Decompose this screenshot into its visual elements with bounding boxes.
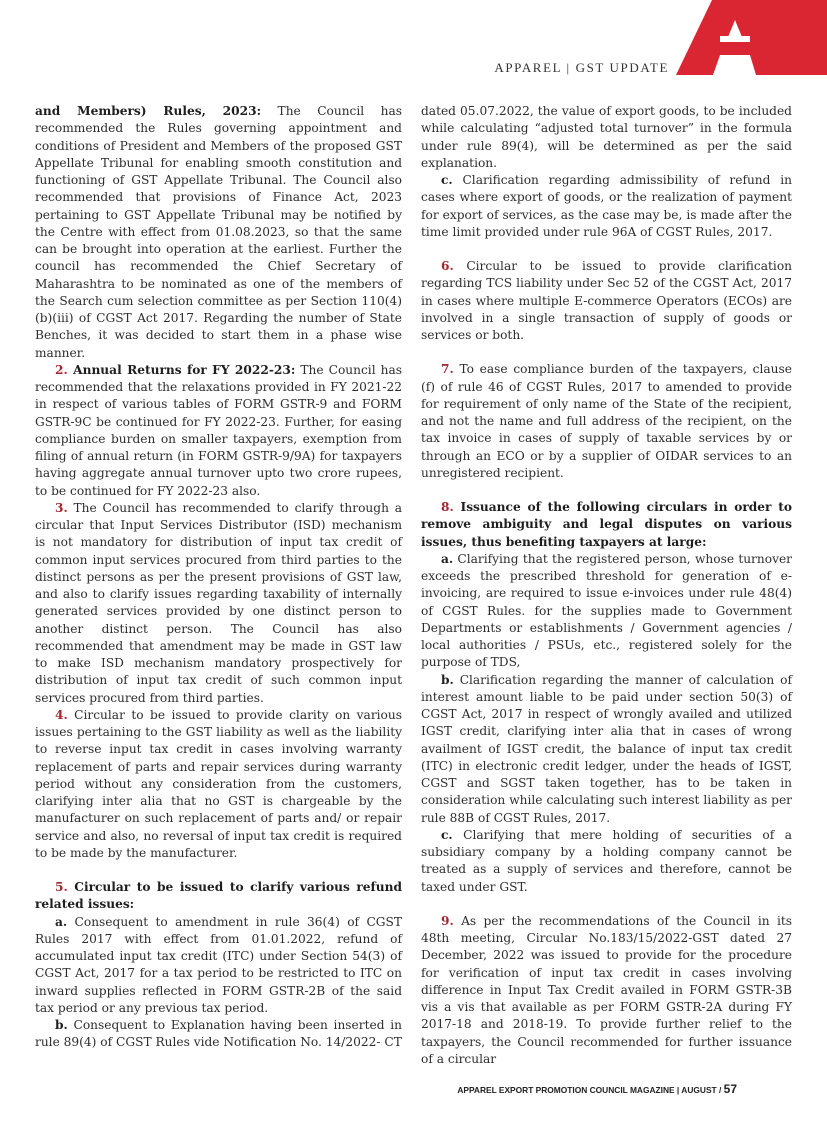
item-number: 8. [441, 500, 454, 514]
paragraph-rule-46: 7. To ease compliance burden of the taxpayers, clause (f) of rule 46 of CGST Rules, 2017 to amended to provide for requirement of only name of the State of the recipient, and not the name and full address of the recipient, on the tax invoice in cases of supply of taxable services by or through an ECO or by a supplier of OIDAR services to an unregistered recipient. [421, 362, 792, 480]
paragraph-tcs-liability: 6. Circular to be issued to provide clarification regarding TCS liability under Sec 52 of the CGST Act, 2017 in cases where multiple E-commerce Operators (ECOs) are involved in a single transaction of supply of goods or services or both. [421, 259, 792, 342]
item-number: 2. [55, 362, 68, 377]
paragraph-tribunal-rules: and Members) Rules, 2023: The Council has recommended the Rules governing appointment and conditions of President and Members of the proposed GST Appellate Tribunal for enabling smooth constitution and functioning of GST Appellate Tribunal. The Council also recommended that provisions of Finance Act, 2023 pertaining to GST Appellate Tribunal may be notified by the Centre with effect from 01.08.2023, so that the same can be brought into operation at the earliest. Further the council has recommended the Chief Secretary of Maharashtra to be nominated as one of the members of the Search cum selection committee as per Section 110(4)(b)(iii) of CGST Act 2017. Regarding the number of State Benches, it was decided to start them in a phase wise manner. [35, 104, 403, 360]
section-header: APPAREL | GST UPDATE [494, 60, 669, 75]
paragraph-circulars-a: a. Clarifying that the registered person, whose turnover exceeds the prescribed threshold for generation of e-invoicing, are required to issue e-invoices under rule 48(4) of CGST Rules. for the supplies made to Government Departments or establishments / Government agencies / local authorities / PSUs, etc., registered solely for the purpose of TDS, [421, 551, 792, 670]
paragraph-isd-mechanism: 3. The Council has recommended to clarify through a circular that Input Services Distributor (ISD) mechanism is not mandatory for distribution of input tax credit of common input services procured from third parties to the distinct persons as per the present provisions of GST law, and also to clarify issues regarding taxability of internally generated services provided by one distinct person to another distinct person. The Council has also recommended that amendment may be made in GST law to make ISD mechanism mandatory prospectively for distribution of input tax credit of such common input services procured from third parties. [35, 500, 402, 705]
paragraph-circulars-b: b. Clarification regarding the manner of calculation of interest amount liable to be paid under section 50(3) of CGST Act, 2017 in respect of wrongly availed and utilized IGST credit, clarifying inter alia that in cases of wrong availment of IGST credit, the balance of input tax credit (ITC) in electronic credit ledger, under the heads of IGST, CGST and SGST taken together, has to be taken in consideration while calculating such interest liability as per rule 88B of CGST Rules, 2017. [421, 672, 792, 825]
paragraph-refund-a: a. Consequent to amendment in rule 36(4) of CGST Rules 2017 with effect from 01.01.2022, refund of accumulated input tax credit (ITC) under Section 54(3) of CGST Act, 2017 for a tax period to be restricted to ITC on inward supplies reflected in FORM GSTR-2B of the said tax period or any previous tax period. [35, 914, 402, 1015]
paragraph-heading: Circular to be issued to clarify various refund related issues: [35, 880, 402, 912]
item-number: 6. [441, 259, 454, 273]
item-number: 9. [441, 913, 454, 928]
paragraph-heading: Issuance of the following circulars in order to remove ambiguity and legal disputes on various issues, thus benefiting taxpayers at large: [421, 500, 792, 549]
paragraph-warranty-replacement: 4. Circular to be issued to provide clarity on various issues pertaining to the GST liability as well as the liability to reverse input tax credit in cases involving warranty replacement of parts and repair services during warranty period without any consideration from the customers, clarifying inter alia that no GST is chargeable by the manufacturer on such replacement of parts and/ or repair service and also, no reversal of input tax credit is required to be made by the manufacturer. [35, 707, 402, 860]
item-number: 4. [55, 707, 68, 722]
sub-item-label: c. [441, 827, 453, 842]
paragraph-circulars-heading [421, 499, 792, 551]
magazine-logo-letter-a [676, 0, 827, 75]
sub-item-label: b. [441, 672, 454, 687]
sub-item-label: a. [55, 914, 68, 929]
paragraph-refund-b: b. Consequent to Explanation having been inserted in rule 89(4) of CGST Rules vide Notification No. 14/2022- CT [35, 1018, 402, 1050]
paragraph-itc-verification: 9. As per the recommendations of the Council in its 48th meeting, Circular No.183/15/2022-GST dated 27 December, 2022 was issued to provide for the procedure for verification of input tax credit in cases involving difference in Input Tax Credit availed in FORM GSTR-3B vis a vis that available as per FORM GSTR-2A during FY 2017-18 and 2018-19. To provide further relief to the taxpayers, the Council recommended for further issuance of a circular [421, 913, 792, 1066]
paragraph-refund-c: c. Clarification regarding admissibility of refund in cases where export of goods, or the realization of payment for export of services, as the case may be, is made after the time limit provided under rule 96A of CGST Rules, 2017. [421, 173, 792, 239]
paragraph-refund-b-continued: dated 05.07.2022, the value of export goods, to be included while calculating “adjusted total turnover” in the formula under rule 89(4), will be determined as per the said explanation. [421, 104, 792, 170]
item-number: 7. [441, 362, 454, 377]
sub-item-label: b. [55, 1018, 68, 1032]
paragraph-heading: Annual Returns for FY 2022-23: [67, 362, 296, 377]
item-number: 3. [55, 500, 68, 515]
footer-magazine-name: APPAREL EXPORT PROMOTION COUNCIL MAGAZINE | AUGUST / [457, 1085, 722, 1095]
left-column [35, 103, 402, 1052]
paragraph-heading: and Members) Rules, 2023: [35, 104, 262, 118]
paragraph-annual-returns: 2. Annual Returns for FY 2022-23: The Council has recommended that the relaxations provided in FY 2021-22 in respect of various tables of FORM GSTR-9 and FORM GSTR-9C be continued for FY 2022-23. Further, for easing compliance burden on smaller taxpayers, exemption from filing of annual return (in FORM GSTR-9/9A) for taxpayers having aggregate annual turnover upto two crore rupees, to be continued for FY 2022-23 also. [35, 362, 402, 498]
page-number: 57 [723, 1082, 737, 1096]
right-column [421, 103, 792, 1068]
paragraph-refund-issues-heading [35, 879, 402, 914]
sub-item-label: c. [441, 173, 453, 187]
page-footer [457, 1082, 737, 1096]
item-number: 5. [55, 880, 68, 894]
sub-item-label: a. [441, 551, 454, 566]
paragraph-circulars-c: c. Clarifying that mere holding of securities of a subsidiary company by a holding company cannot be treated as a supply of services and therefore, cannot be taxed under GST. [421, 827, 792, 894]
